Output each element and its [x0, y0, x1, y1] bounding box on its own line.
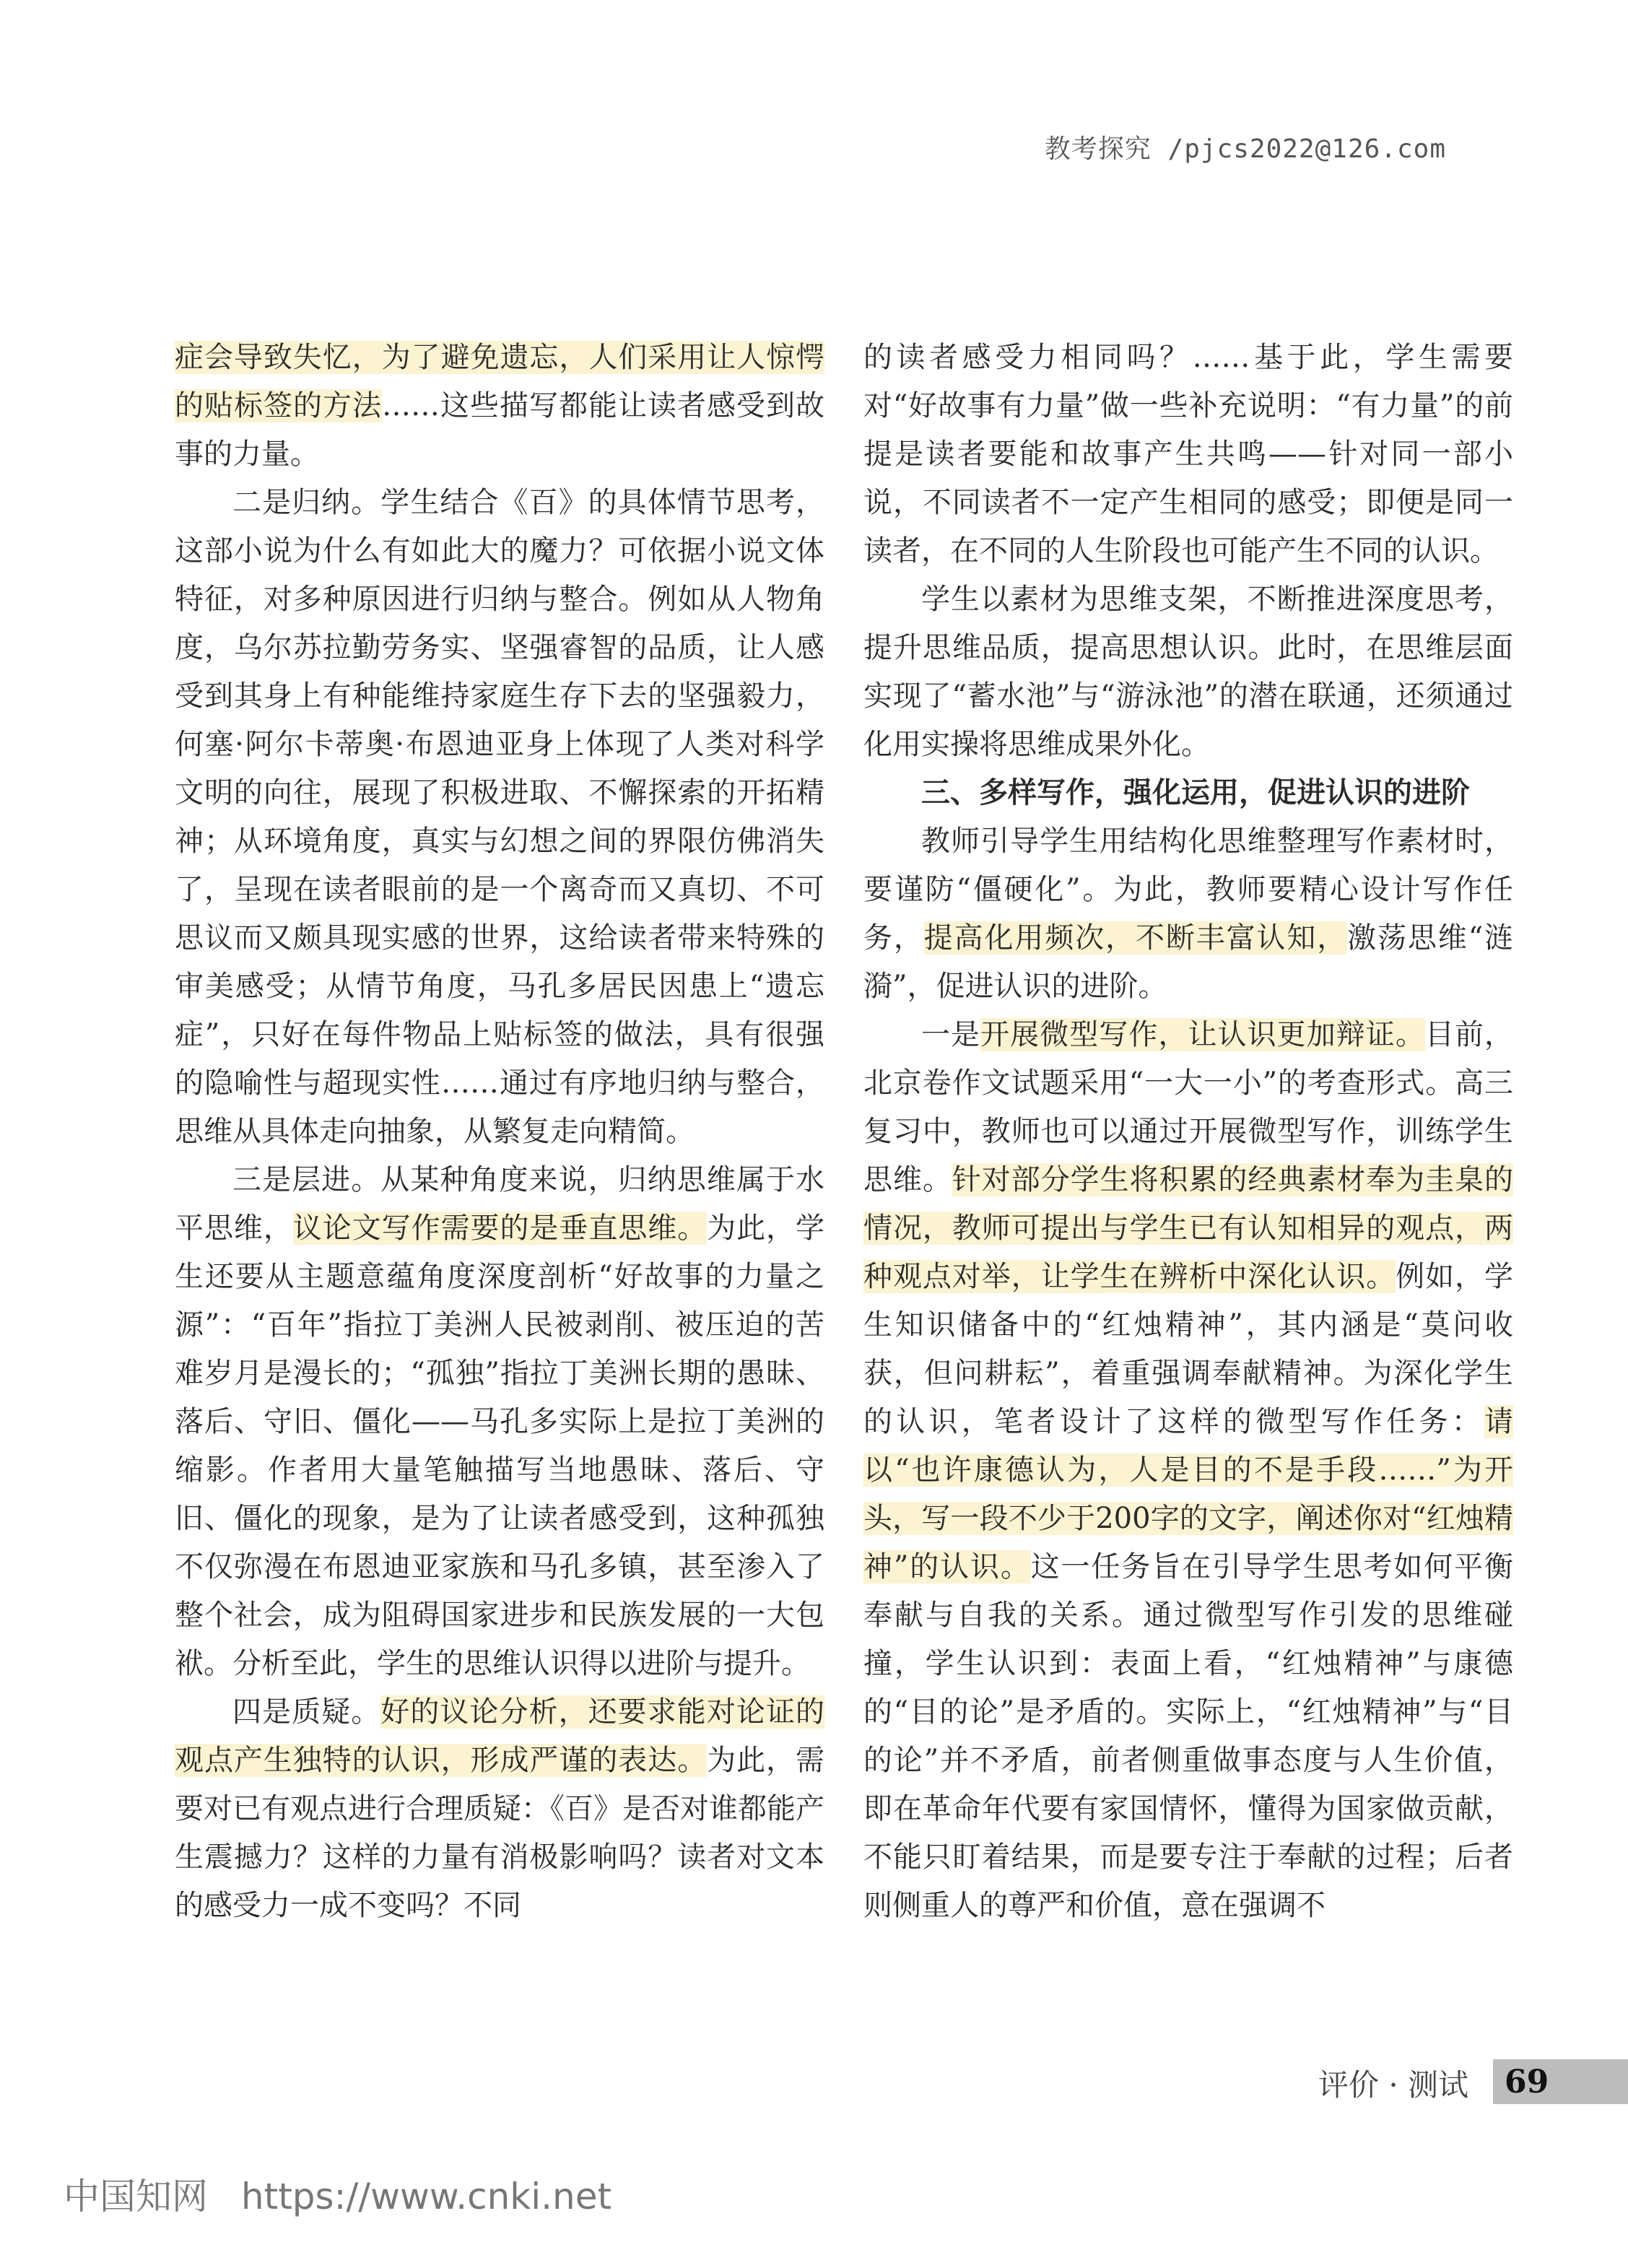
paragraph	[863, 1011, 1513, 1930]
paragraph	[175, 1156, 824, 1688]
highlighted-text: 好的议论分析，还要求能对论证的观点产生独特的认识，形成严谨的表达。	[175, 1695, 825, 1777]
highlighted-text: 请以“也许康德认为，人是目的不是手段……”为开头，写一段不少于200字的文字，阐述你对“红烛精神”的认识。	[863, 1405, 1513, 1583]
journal-header: 教考探究 /pjcs2022@126.com	[1044, 134, 1446, 164]
watermark-site-name: 中国知网	[64, 2176, 208, 2217]
left-column	[175, 334, 824, 1930]
right-column	[863, 334, 1513, 1930]
paragraph: 二是归纳。学生结合《百》的具体情节思考，这部小说为什么有如此大的魔力？可依据小说文体特征，对多种原因进行归纳与整合。例如从人物角度，乌尔苏拉勤劳务实、坚强睿智的品质，让人感受到其身上有种能维持家庭生存下去的坚强毅力，何塞·阿尔卡蒂奥·布恩迪亚身上体现了人类对科学文明的向往，展现了积极进取、不懈探索的开拓精神；从环境角度，真实与幻想之间的界限仿佛消失了，呈现在读者眼前的是一个离奇而又真切、不可思议而又颇具现实感的世界，这给读者带来特殊的审美感受；从情节角度，马孔多居民因患上“遗忘症”，只好在每件物品上贴标签的做法，具有很强的隐喻性与超现实性……通过有序地归纳与整合，思维从具体走向抽象，从繁复走向精简。	[175, 486, 824, 1148]
text-run: 三是层进。从某种角度来说，归纳思维属于水平思维，	[175, 1163, 824, 1245]
section-heading: 三、多样写作，强化运用，促进认识的进阶	[921, 776, 1470, 809]
text-run: 激荡思维“涟漪”，促进认识的进阶。	[863, 921, 1514, 1003]
highlighted-text: 提高化用频次，不断丰富认知，	[923, 921, 1348, 955]
text-run: 教师引导学生用结构化思维整理写作素材时，要谨防“僵硬化”。为此，教师要精心设计写作任务，	[863, 825, 1513, 955]
text-run: ……这些描写都能让读者感受到故事的力量。	[175, 389, 824, 471]
watermark-url: https://www.cnki.net	[240, 2176, 612, 2217]
highlighted-text: 针对部分学生将积累的经典素材奉为圭臬的情况，教师可提出与学生已有认知相异的观点，两种观点对举，让学生在辨析中深化认识。	[863, 1163, 1514, 1293]
paragraph: 学生以素材为思维支架，不断推进深度思考，提升思维品质，提高思想认识。此时，在思维层面实现了“蓄水池”与“游泳池”的潜在联通，还须通过化用实操将思维成果外化。	[863, 583, 1513, 761]
highlighted-text: 症会导致失忆，为了避免遗忘，人们采用让人惊愕的贴标签的方法	[175, 341, 824, 422]
highlighted-text: 开展微型写作，让认识更加辩证。	[980, 1018, 1425, 1051]
cnki-watermark	[64, 2168, 611, 2220]
footer-section-label: 评价 · 测试	[1318, 2067, 1469, 2103]
text-run: 这一任务旨在引导学生思考如何平衡奉献与自我的关系。通过微型写作引发的思维碰撞，学生认识到：表面上看，“红烛精神”与康德的“目的论”是矛盾的。实际上，“红烛精神”与“目的论”并不矛盾，前者侧重做事态度与人生价值，即在革命年代要有家国情怀，懂得为国家做贡献，不能只盯着结果，而是要专注于奉献的过程；后者则侧重人的尊严和价值，意在强调不	[863, 1550, 1513, 1922]
paragraph	[175, 334, 824, 479]
text-run: 例如，学生知识储备中的“红烛精神”，其内涵是“莫问收获，但问耕耘”，着重强调奉献精神。为深化学生的认识，笔者设计了这样的微型写作任务：	[863, 1260, 1514, 1438]
paragraph	[863, 817, 1513, 1011]
text-run: 为此，需要对已有观点进行合理质疑：《百》是否对谁都能产生震撼力？这样的力量有消极影响吗？读者对文本的感受力一成不变吗？不同	[175, 1744, 825, 1922]
text-run: 一是	[921, 1018, 981, 1051]
text-run: 目前，北京卷作文试题采用“一大一小”的考查形式。高三复习中，教师也可以通过开展微型写作，训练学生思维。	[863, 1018, 1514, 1196]
paragraph: 的读者感受力相同吗？……基于此，学生需要对“好故事有力量”做一些补充说明：“有力量”的前提是读者要能和故事产生共鸣——针对同一部小说，不同读者不一定产生相同的感受；即便是同一读者，在不同的人生阶段也可能产生不同的认识。	[863, 341, 1513, 568]
paragraph	[175, 1688, 824, 1930]
highlighted-text: 议论文写作需要的是垂直思维。	[292, 1212, 708, 1245]
text-run: 为此，学生还要从主题意蕴角度深度剖析“好故事的力量之源”：“百年”指拉丁美洲人民被剥削、被压迫的苦难岁月是漫长的；“孤独”指拉丁美洲长期的愚昧、落后、守旧、僵化——马孔多实际上是拉丁美洲的缩影。作者用大量笔触描写当地愚昧、落后、守旧、僵化的现象，是为了让读者感受到，这种孤独不仅弥漫在布恩迪亚家族和马孔多镇，甚至渗入了整个社会，成为阻碍国家进步和民族发展的一大包袱。分析至此，学生的思维认识得以进阶与提升。	[175, 1212, 825, 1680]
text-run: 四是质疑。	[232, 1695, 381, 1729]
page-number-box	[1493, 2059, 1628, 2104]
page-number: 69	[1505, 2064, 1549, 2100]
